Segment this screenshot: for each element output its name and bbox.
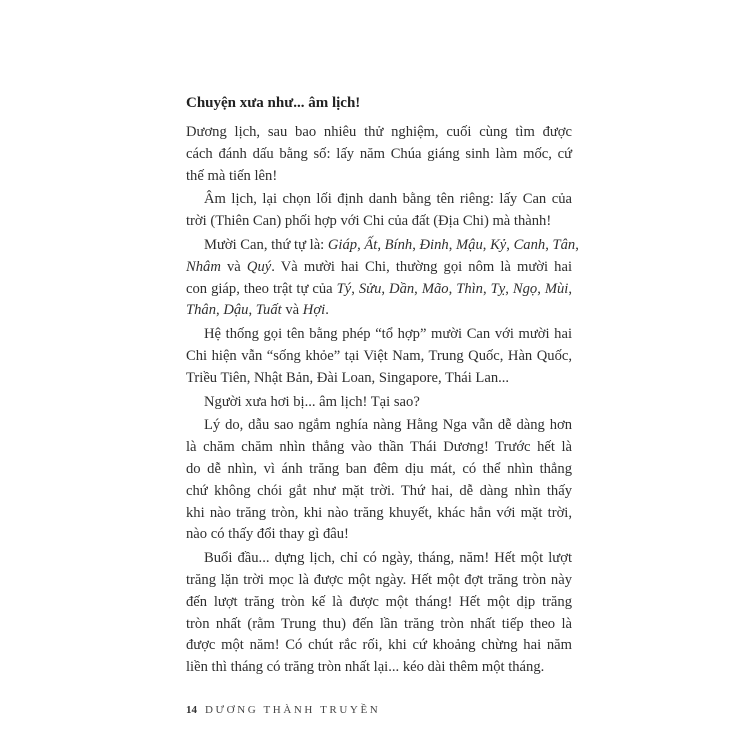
italic-term: Tý	[336, 280, 352, 297]
text-run: trời (Thiên Can) phối hợp với Chi của đất (Địa Chi) mà thành!	[186, 213, 552, 230]
italic-term: Quý	[246, 258, 272, 275]
text-run: Người xưa hơi bị... âm lịch! Tại sao?	[204, 393, 420, 410]
italic-term: Tuất	[255, 302, 282, 319]
text-line	[186, 122, 572, 144]
text-run: Mười Can, thứ tự là:	[204, 236, 328, 253]
text-run: ,	[414, 280, 422, 297]
italic-term: Tỵ	[490, 280, 506, 297]
text-run: và	[281, 302, 303, 319]
paragraph	[186, 392, 572, 414]
paragraph	[186, 235, 579, 322]
text-line	[186, 635, 572, 657]
text-run: đến lượt trăng tròn kế là được một tháng! Hết một dịp trăng	[186, 593, 572, 610]
text-line	[186, 166, 572, 188]
text-run: Âm lịch, lại chọn lối định danh bằng tên riêng: lấy Can của	[204, 191, 572, 208]
text-line	[186, 524, 572, 546]
text-line	[186, 503, 572, 525]
text-line	[186, 300, 572, 322]
text-run: ,	[537, 280, 545, 297]
text-line	[186, 144, 572, 166]
text-line	[186, 437, 572, 459]
text-run: ,	[357, 236, 365, 253]
text-run: khi nào trăng tròn, khi nào trăng khuyết, khác hẳn với mặt trời,	[186, 504, 572, 521]
italic-term: Giáp	[327, 236, 358, 253]
italic-term: Thân	[186, 302, 217, 319]
author-name: DƯƠNG THÀNH TRUYỀN	[205, 704, 381, 716]
text-run: ,	[248, 302, 256, 319]
text-run: Triều Tiên, Nhật Bản, Đài Loan, Singapore, Thái Lan...	[186, 369, 510, 386]
italic-term: Nhâm	[186, 258, 221, 275]
text-run: ,	[545, 236, 553, 253]
text-run: Lý do, dẫu sao ngắm nghía nàng Hằng Nga vẫn dễ dàng hơn	[204, 417, 572, 434]
italic-term: Mùi	[544, 280, 569, 297]
text-line	[186, 324, 572, 346]
text-line	[186, 211, 572, 233]
text-line	[186, 415, 572, 437]
text-run: tròn nhất (rằm Trung thu) đến lần trăng tròn nhất tiếp theo là	[186, 615, 572, 632]
paragraph	[186, 415, 572, 546]
text-run: cách đánh dấu bằng số: lấy năm Chúa giáng sinh làm mốc, cứ	[186, 145, 572, 162]
italic-term: Canh	[513, 236, 546, 253]
italic-term: Mậu	[456, 236, 483, 253]
text-run: ,	[448, 280, 457, 297]
text-line	[186, 459, 572, 481]
text-line	[186, 346, 572, 368]
text-run: .	[325, 302, 329, 319]
text-run: con giáp, theo trật tự của	[186, 280, 337, 297]
body-text	[186, 122, 579, 681]
text-line	[186, 592, 572, 614]
italic-term: Ngọ	[512, 280, 538, 297]
text-run: ,	[482, 236, 491, 253]
text-run: . Và mười hai Chi, thường gọi nôm là mười hai	[271, 258, 573, 275]
text-line	[186, 481, 572, 503]
text-line	[186, 257, 572, 279]
text-run: ,	[506, 236, 514, 253]
text-run: Buổi đầu... dựng lịch, chỉ có ngày, tháng, năm! Hết một lượt	[204, 550, 572, 567]
text-line	[186, 368, 572, 390]
text-run: được một năm! Có chút rắc rối, khi cứ khoảng chừng hai năm	[186, 637, 572, 654]
italic-term: Ất	[364, 236, 378, 253]
paragraph	[186, 548, 572, 679]
italic-term: Dần	[389, 280, 415, 297]
italic-term: Thìn	[456, 280, 483, 297]
italic-term: Sửu	[358, 280, 382, 297]
paragraph	[186, 324, 572, 389]
text-run: ,	[216, 302, 224, 319]
text-run: Chi hiện vẫn “sống khỏe” tại Việt Nam, Trung Quốc, Hàn Quốc,	[186, 347, 572, 364]
text-run: ,	[412, 236, 420, 253]
text-run: chứ không chói gắt như mặt trời. Thứ hai, dễ dàng nhìn thấy	[186, 482, 572, 499]
paragraph	[186, 189, 572, 233]
text-run: ,	[482, 280, 491, 297]
text-run: ,	[505, 280, 513, 297]
text-line	[186, 392, 572, 414]
text-line	[186, 235, 579, 257]
text-line	[186, 657, 572, 679]
section-title: Chuyện xưa như... âm lịch!	[186, 95, 361, 111]
text-line	[186, 570, 572, 592]
text-run: trăng lặn trời mọc là được một ngày. Hết một đợt trăng tròn này	[186, 571, 572, 588]
paragraph	[186, 122, 572, 187]
text-line	[186, 614, 572, 636]
text-run: nào có thấy đổi thay gì đâu!	[186, 526, 349, 543]
text-run: ,	[575, 236, 579, 253]
text-run: ,	[568, 280, 572, 297]
page-footer	[186, 704, 380, 716]
italic-term: Tân	[552, 236, 576, 253]
text-run: do dễ nhìn, vì ánh trăng ban đêm dịu mát, có thể nhìn thẳng	[186, 460, 572, 477]
italic-term: Đinh	[419, 236, 449, 253]
text-run: ,	[351, 280, 359, 297]
text-run: ,	[381, 280, 390, 297]
text-run: liền thì tháng có trăng tròn nhất lại... kéo dài thêm một tháng.	[186, 659, 545, 676]
italic-term: Mão	[421, 280, 449, 297]
italic-term: Hợi	[302, 302, 326, 319]
text-run: Dương lịch, sau bao nhiêu thử nghiệm, cuối cùng tìm được	[186, 124, 572, 140]
text-run: ,	[377, 236, 385, 253]
page-number: 14	[186, 704, 197, 716]
text-run: Hệ thống gọi tên bằng phép “tổ hợp” mười Can với mười hai	[204, 326, 572, 343]
text-run: thế mà tiến lên!	[186, 167, 278, 184]
italic-term: Dậu	[223, 302, 249, 319]
italic-term: Kỷ	[490, 236, 507, 253]
text-run: ,	[448, 236, 456, 253]
italic-term: Bính	[384, 236, 413, 253]
text-run: và	[220, 258, 247, 275]
text-run: là chăm chăm nhìn thẳng vào thần Thái Dương! Trước hết là	[186, 439, 572, 456]
text-line	[186, 279, 572, 301]
text-line	[186, 548, 572, 570]
text-line	[186, 189, 572, 211]
